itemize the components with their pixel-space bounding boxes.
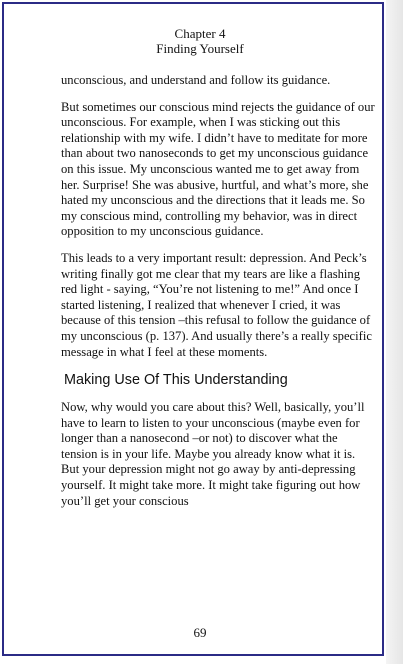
page-number: 69	[193, 625, 207, 640]
paragraph-1: unconscious, and understand and follow its guidance.	[61, 73, 331, 87]
section-heading: Making Use Of This Understanding	[64, 372, 288, 389]
paragraph-4: Now, why would you care about this? Well, basically, you’ll have to learn to listen to your unconscious (maybe even for longer than a nanosecond –or not) to discover what the tension is in your life. Maybe you already know what it is. But your depression might not go away by anti-depressing yourself. It might take more. It might take figuring out how you’ll get your conscious	[61, 400, 365, 508]
page-body	[61, 73, 375, 520]
chapter-title: Finding Yourself	[156, 41, 244, 56]
chapter-header	[0, 26, 400, 56]
paragraph-3: This leads to a very important result: depression. And Peck’s writing finally got me clear that my tears are like a flashing red light - saying, “You’re not listening to me!” And once I started listening, I realized that whenever I cried, it was because of this tension –this refusal to follow the guidance of my unconscious (p. 137). And usually there’s a really specific message in what I feel at these moments.	[61, 250, 372, 359]
paragraph-2: But sometimes our conscious mind rejects the guidance of our unconscious. For example, when I was sticking out this relationship with my wife. I didn’t have to meditate for more than about two nanoseconds to get my unconscious guidance on this issue. My unconscious wanted me to get away from her. Surprise! She was abusive, hurtful, and what’s more, she hated my unconscious and the directions that it leads me. So my conscious mind, controlling my behavior, was in direct opposition to my unconscious guidance.	[61, 99, 375, 239]
chapter-number: Chapter 4	[174, 26, 226, 41]
right-margin-shade	[386, 0, 403, 664]
